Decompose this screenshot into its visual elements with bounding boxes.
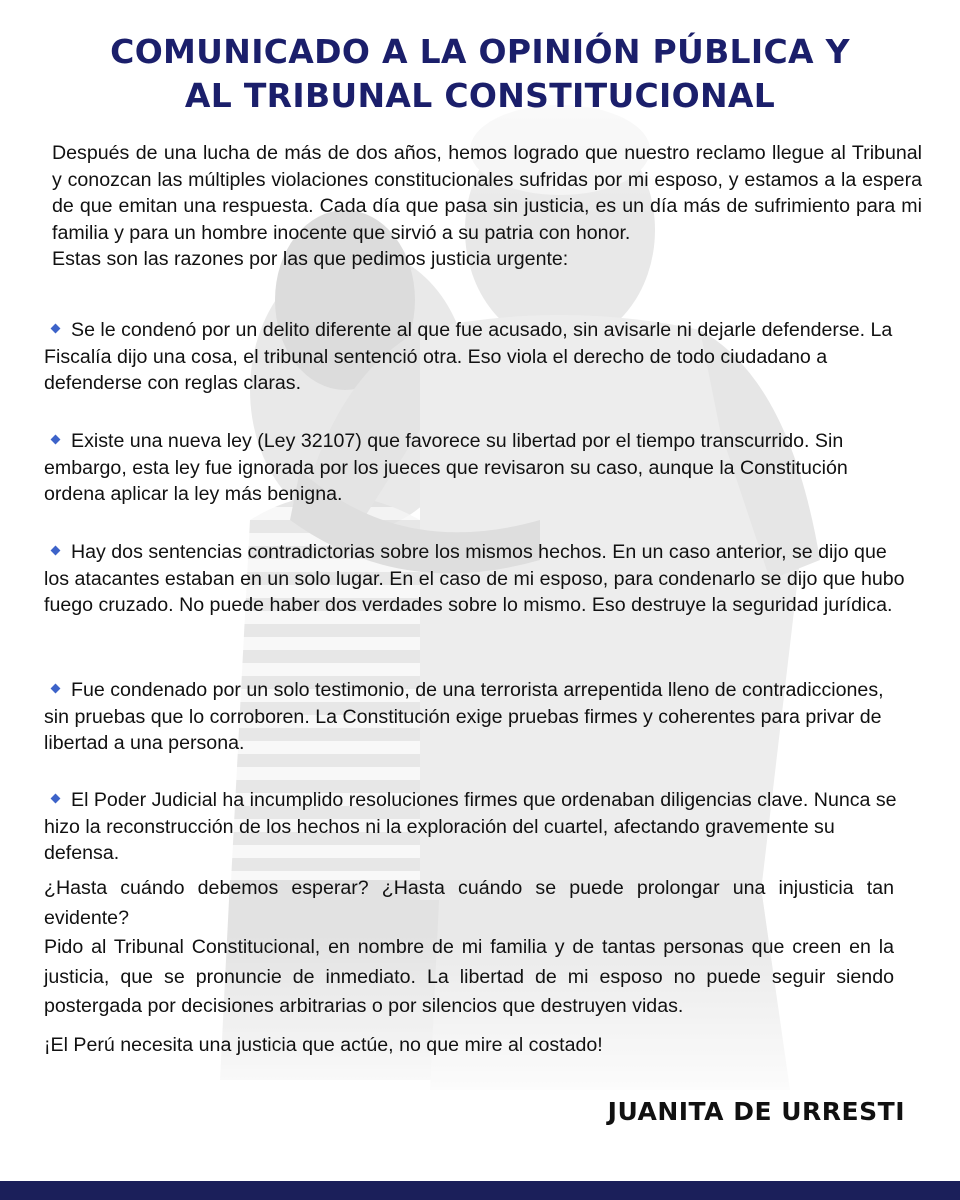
reason-text: Existe una nueva ley (Ley 32107) que favorece su libertad por el tiempo transcurrido. Sin embargo, esta ley fue ignorada por los jueces que revisaron su caso, aunque la Constitución ordena aplicar la ley más benigna. xyxy=(44,430,848,505)
reason-item xyxy=(44,787,912,867)
final-call: ¡El Perú necesita una justicia que actúe, no que mire al costado! xyxy=(44,1034,603,1056)
bullet-diamond-icon xyxy=(51,794,61,804)
reason-text: Hay dos sentencias contradictorias sobre los mismos hechos. En un caso anterior, se dijo que los atacantes estaban en un solo lugar. En el caso de mi esposo, para condenarlo se dijo que hubo fuego cruzado. No puede haber dos verdades sobre lo mismo. Eso destruye la seguridad jurídica. xyxy=(44,541,905,616)
title-line-2: AL TRIBUNAL CONSTITUCIONAL xyxy=(184,76,776,115)
bullet-diamond-icon xyxy=(51,684,61,694)
closing-request: Pido al Tribunal Constitucional, en nombre de mi familia y de tantas personas que creen en la justicia, que se pronuncie de inmediato. La libertad de mi esposo no puede seguir siendo postergada por decisiones arbitrarias o por silencios que destruyen vidas. xyxy=(44,936,894,1017)
closing-question: ¿Hasta cuándo debemos esperar? ¿Hasta cuándo se puede prolongar una injusticia tan evidente? xyxy=(44,877,894,929)
title-line-1: COMUNICADO A LA OPINIÓN PÚBLICA Y xyxy=(110,32,850,71)
intro-section xyxy=(52,140,922,273)
closing-section xyxy=(44,874,894,1022)
bottom-bar xyxy=(0,1181,960,1200)
reason-item xyxy=(44,317,912,397)
reason-text: Fue condenado por un solo testimonio, de una terrorista arrepentida lleno de contradicciones, sin pruebas que lo corroboren. La Constitución exige pruebas firmes y coherentes para privar de libertad a una persona. xyxy=(44,679,884,754)
reason-item xyxy=(44,428,912,508)
reason-item xyxy=(44,539,912,619)
bullet-diamond-icon xyxy=(51,435,61,445)
reason-item xyxy=(44,677,912,757)
intro-paragraph: Después de una lucha de más de dos años, hemos logrado que nuestro reclamo llegue al Tribunal y conozcan las múltiples violaciones constitucionales sufridas por mi esposo, y estamos a la espera de que emitan una respuesta. Cada día que pasa sin justicia, es un día más de sufrimiento para mi familia y para un hombre inocente que sirvió a su patria con honor. xyxy=(52,142,922,244)
reason-text: Se le condenó por un delito diferente al que fue acusado, sin avisarle ni dejarle defenderse. La Fiscalía dijo una cosa, el tribunal sentenció otra. Eso viola el derecho de todo ciudadano a defenderse con reglas claras. xyxy=(44,319,893,394)
page-title xyxy=(40,30,920,118)
signature: JUANITA DE URRESTI xyxy=(607,1097,905,1126)
reason-text: El Poder Judicial ha incumplido resoluciones firmes que ordenaban diligencias clave. Nunca se hizo la reconstrucción de los hechos ni la exploración del cuartel, afectando gravemente su defensa. xyxy=(44,789,897,864)
bullet-diamond-icon xyxy=(51,324,61,334)
bullet-diamond-icon xyxy=(51,546,61,556)
final-call-section xyxy=(44,1032,904,1059)
intro-lead: Estas son las razones por las que pedimos justicia urgente: xyxy=(52,248,569,270)
